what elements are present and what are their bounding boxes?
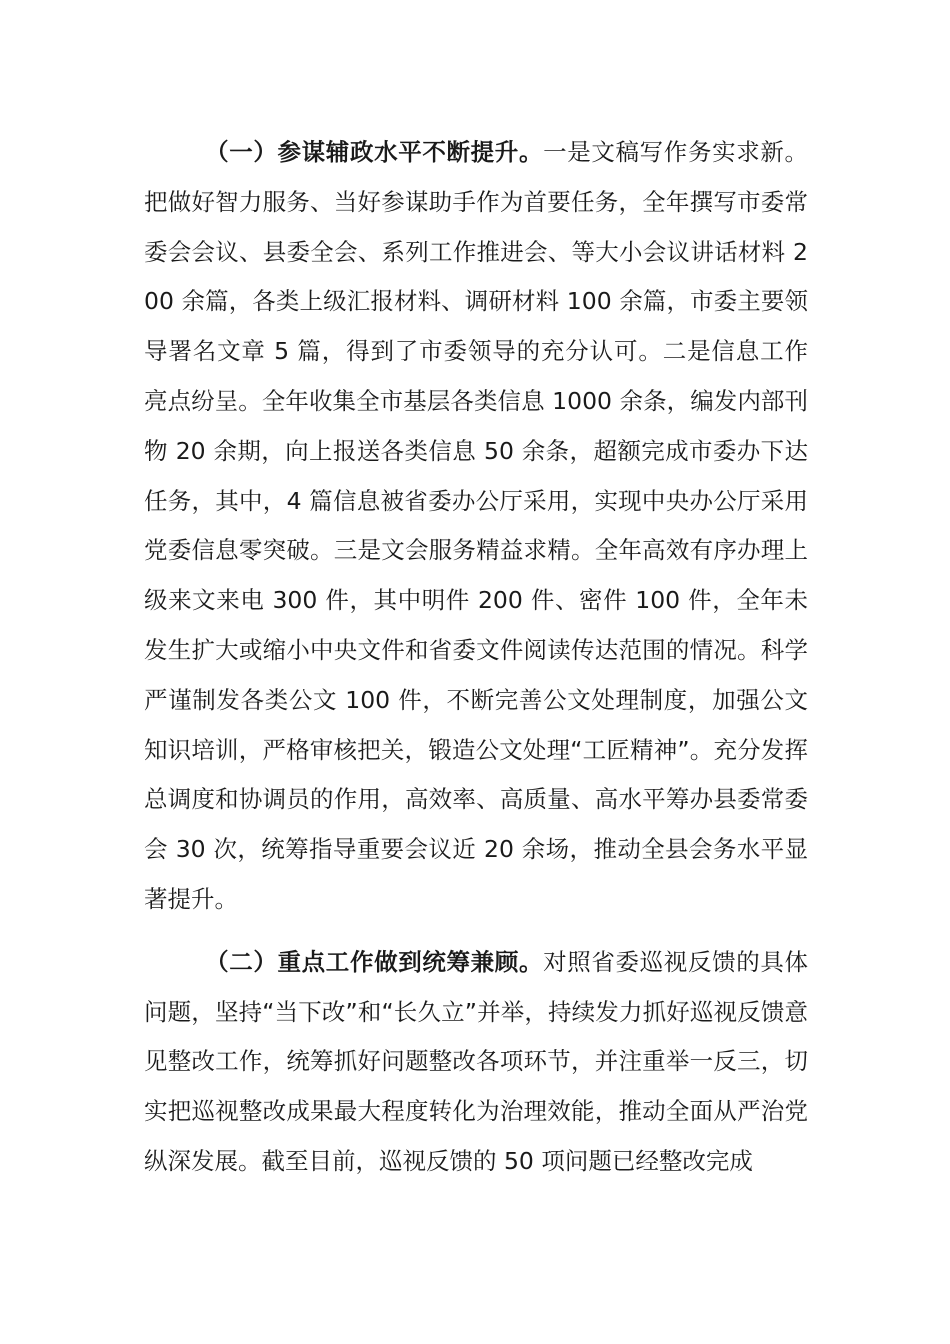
paragraph-2-heading: （二）重点工作做到统筹兼顾。	[205, 947, 544, 976]
document-body	[144, 128, 808, 1187]
paragraph-1-heading: （一）参谋辅政水平不断提升。	[205, 138, 544, 166]
paragraph-1	[144, 128, 808, 925]
paragraph-2-body: 对照省委巡视反馈的具体问题，坚持“当下改”和“长久立”并举，持续发力抓好巡视反馈意见整改工作，统筹抓好问题整改各项环节，并注重举一反三，切实把巡视整改成果最大程度转化为治理效能，推动全面从严治党纵深发展。截至目前，巡视反馈的 50 项问题已经整改完成	[144, 947, 809, 1175]
paragraph-1-body: 一是文稿写作务实求新。把做好智力服务、当好参谋助手作为首要任务，全年撰写市委常委会会议、县委全会、系列工作推进会、等大小会议讲话材料 200 余篇，各类上级汇报材料、调研材料 100 余篇，市委主要领导署名文章 5 篇，得到了市委领导的充分认可。二是信息工作亮点纷呈。全年收集全市基层各类信息 1000 余条，编发内部刊物 20 余期，向上报送各类信息 50 余条，超额完成市委办下达任务，其中，4 篇信息被省委办公厅采用，实现中央办公厅采用党委信息零突破。三是文会服务精益求精。全年高效有序办理上级来文来电 300 件，其中明件 200 件、密件 100 件，全年未发生扩大或缩小中央文件和省委文件阅读传达范围的情况。科学严谨制发各类公文 100 件，不断完善公文处理制度，加强公文知识培训，严格审核把关，锻造公文处理“工匠精神”。充分发挥总调度和协调员的作用，高效率、高质量、高水平筹办县委常委会 30 次，统筹指导重要会议近 20 余场，推动全县会务水平显著提升。	[144, 138, 809, 913]
paragraph-2	[144, 938, 808, 1187]
